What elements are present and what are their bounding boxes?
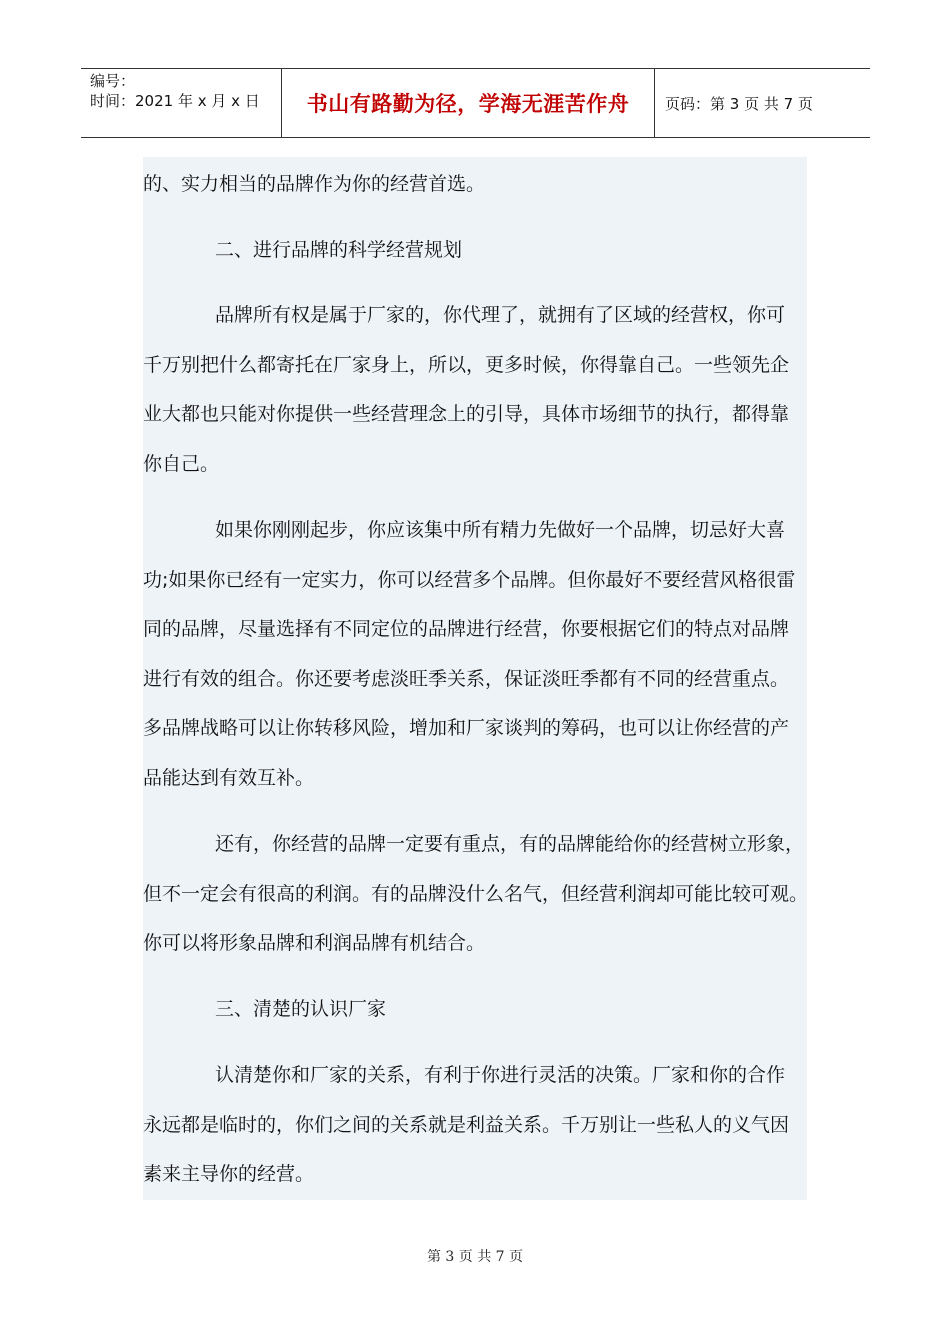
text-line: 业大都也只能对你提供一些经营理念上的引导，具体市场细节的执行，都得靠	[143, 403, 790, 425]
text-line: 进行有效的组合。你还要考虑淡旺季关系，保证淡旺季都有不同的经营重点。	[143, 667, 790, 690]
text-line: 品牌所有权是属于厂家的，你代理了，就拥有了区域的经营权，你可	[215, 304, 786, 326]
text-line: 同的品牌，尽量选择有不同定位的品牌进行经营，你要根据它们的特点对品牌	[143, 618, 790, 640]
text-line: 千万别把什么都寄托在厂家身上，所以，更多时候，你得靠自己。一些领先企	[143, 353, 790, 376]
page-footer: 第 3 页 共 7 页	[426, 1249, 524, 1265]
paragraph-manufacturer-relation	[143, 1051, 807, 1200]
document-body	[143, 157, 807, 1200]
section-heading-2	[143, 226, 879, 276]
text-line: 你自己。	[143, 452, 220, 475]
text-line: 功;如果你已经有一定实力，你可以经营多个品牌。但你最好不要经营风格很雷	[143, 568, 796, 591]
text-line: 还有，你经营的品牌一定要有重点，有的品牌能给你的经营树立形象，	[215, 833, 805, 855]
text-line: 多品牌战略可以让你转移风险，增加和厂家谈判的筹码，也可以让你经营的产	[143, 717, 790, 739]
text-line: 你可以将形象品牌和利润品牌有机结合。	[143, 932, 486, 954]
text-line: 品能达到有效互补。	[143, 766, 315, 789]
heading-text: 二、进行品牌的科学经营规划	[215, 239, 463, 261]
paragraph-key-brands	[143, 820, 807, 969]
section-heading-3	[143, 985, 879, 1035]
serial-number-label: 编号：	[90, 72, 136, 90]
paragraph-continued	[143, 160, 807, 210]
paragraph-brand-ownership	[143, 291, 807, 489]
text-line: 永远都是临时的，你们之间的关系就是利益关系。千万别让一些私人的义气因	[143, 1113, 790, 1136]
date-line: 时间：2021 年 x 月 x 日	[90, 92, 260, 110]
motto-text: 书山有路勤为径，学海无涯苦作舟	[306, 91, 630, 116]
heading-text: 三、清楚的认识厂家	[215, 998, 387, 1020]
text-line: 认清楚你和厂家的关系，有利于你进行灵活的决策。厂家和你的合作	[215, 1064, 786, 1086]
text-line: 但不一定会有很高的利润。有的品牌没什么名气，但经营利润却可能比较可观。	[143, 882, 809, 905]
document-header	[81, 68, 870, 138]
text-line: 如果你刚刚起步，你应该集中所有精力先做好一个品牌，切忌好大喜	[215, 519, 786, 541]
paragraph-multi-brand	[143, 506, 807, 803]
text-line: 的、实力相当的品牌作为你的经营首选。	[143, 173, 486, 195]
text-line: 素来主导你的经营。	[143, 1163, 315, 1185]
page-info: 页码：第 3 页 共 7 页	[665, 94, 813, 113]
header-motto-cell	[282, 69, 655, 137]
header-meta-cell	[81, 69, 282, 137]
header-page-cell	[655, 69, 870, 137]
